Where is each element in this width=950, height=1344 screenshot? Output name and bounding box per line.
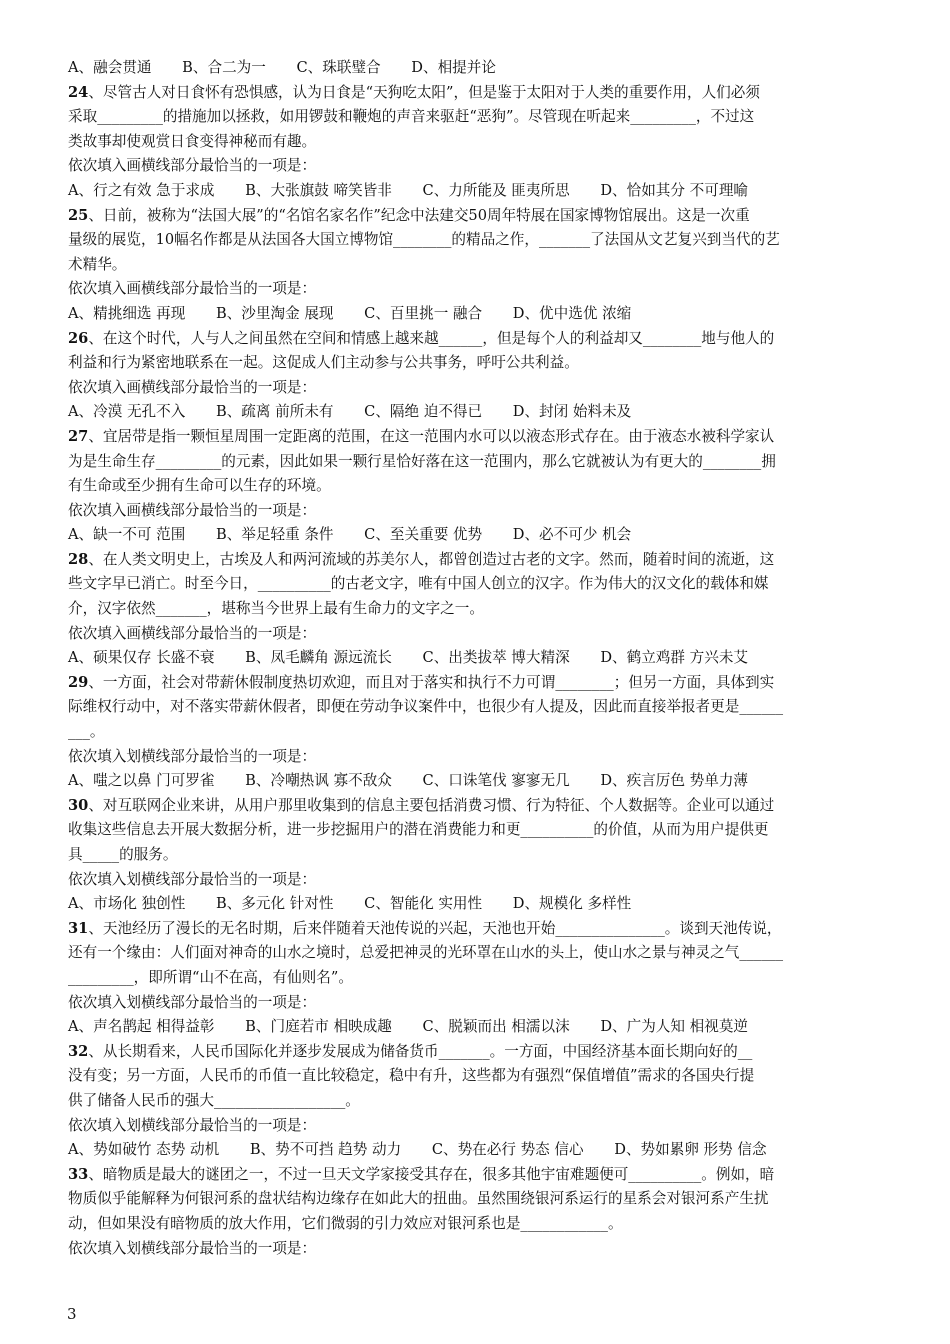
option-d: D、广为人知 相视莫逆 [600,1018,749,1036]
option-d: D、鹤立鸡群 方兴未艾 [600,649,749,667]
question-line: 32、从长期看来，人民币国际化并逐步发展成为储备货币_______。一方面，中国经济基本面长期向好的__ [68,1042,753,1060]
question-line: 没有变；另一方面，人民币的币值一直比较稳定，稳中有升，这些都为有强烈“保值增值”需求的各国央行提 [68,1067,755,1085]
question-options [68,523,886,548]
question-line: 具_____的服务。 [68,846,178,863]
option-b: B、多元化 针对性 [215,895,334,913]
question-number: 25 [68,206,89,224]
question-instruction: 依次填入画横线部分最恰当的一项是： [68,624,317,642]
question-line: 有生命或至少拥有生命可以生存的环境。 [68,477,331,495]
option-a: A、冷漠 无孔不入 [68,403,186,421]
option-a: A、精挑细选 再现 [68,304,186,322]
option-c: C、珠联璧合 [296,59,381,76]
option-a: A、融会贯通 [68,59,152,76]
question-line: 些文字早已消亡。时至今日，__________的古老文字，唯有中国人创立的汉字。作为伟大的汉文化的载体和媒 [68,575,769,593]
question-line: 物质似乎能解释为何银河系的盘状结构边缘存在如此大的扭曲。虽然围绕银河系运行的星系会对银河系产生扰 [68,1190,769,1208]
option-b: B、凤毛麟角 源远流长 [245,649,392,667]
option-a: A、市场化 独创性 [68,895,186,913]
question-options [68,1015,886,1040]
question-instruction: 依次填入划横线部分最恰当的一项是： [68,747,317,765]
option-b: B、冷嘲热讽 寡不敌众 [245,772,392,790]
option-c: C、势在必行 势态 信心 [431,1141,584,1159]
option-c: C、智能化 实用性 [364,895,483,913]
question-number: 26 [68,329,89,347]
option-a: A、势如破竹 态势 动机 [68,1141,220,1159]
option-c: C、至关重要 优势 [364,526,483,544]
question-line: 利益和行为紧密地联系在一起。这促成人们主动参与公共事务，呼吁公共利益。 [68,354,579,372]
question-27 [68,425,886,548]
question-26 [68,327,886,425]
option-d: D、疾言厉色 势单力薄 [600,772,749,790]
option-a: A、声名鹊起 相得益彰 [68,1018,215,1036]
option-a: A、缺一不可 范围 [68,526,186,544]
option-c: C、口诛笔伐 寥寥无几 [422,772,570,790]
question-line: 26、在这个时代，人与人之间虽然在空间和情感上越来越______，但是每个人的利益却又________地与他人的 [68,329,775,347]
question-number: 30 [68,796,89,814]
question-line: 收集这些信息去开展大数据分析，进一步挖掘用户的潜在消费能力和更__________的价值，从而为用户提供更 [68,821,769,839]
question-line: 29、一方面，社会对带薪休假制度热切欢迎，而且对于落实和执行不力可谓________；但另一方面，具体到实 [68,673,775,691]
question-number: 31 [68,919,89,937]
question-line: 介，汉字依然_______，堪称当今世界上最有生命力的文字之一。 [68,600,484,618]
question-29 [68,671,886,794]
question-number: 29 [68,673,89,691]
question-line: 动，但如果没有暗物质的放大作用，它们微弱的引力效应对银河系也是____________。 [68,1214,623,1232]
question-28 [68,548,886,671]
question-25 [68,204,886,327]
option-d: D、封闭 始料未及 [512,403,632,421]
question-31 [68,917,886,1040]
question-24 [68,81,886,204]
question-instruction: 依次填入划横线部分最恰当的一项是： [68,993,317,1011]
option-d: D、势如累卵 形势 信念 [614,1141,767,1159]
question-options [68,769,886,794]
question-options [68,302,886,327]
option-c: C、出类拔萃 博大精深 [422,649,570,667]
option-b: B、沙里淘金 展现 [215,304,334,322]
option-c: C、力所能及 匪夷所思 [422,181,570,199]
option-b: B、门庭若市 相映成趣 [245,1018,392,1036]
question-instruction: 依次填入画横线部分最恰当的一项是： [68,378,317,396]
question-number: 24 [68,83,89,101]
question-line: _________，即所谓“山不在高，有仙则名”。 [68,968,353,986]
option-a: A、硕果仅存 长盛不衰 [68,649,215,667]
question-number: 32 [68,1042,89,1060]
question-number: 28 [68,550,89,568]
option-b: B、势不可挡 趋势 动力 [249,1141,402,1159]
question-30 [68,794,886,917]
question-instruction: 依次填入划横线部分最恰当的一项是： [68,1116,317,1134]
question-line: 24、尽管古人对日食怀有恐惧感，认为日食是“天狗吃太阳”，但是鉴于太阳对于人类的重要作用，人们必须 [68,83,760,101]
question-options [68,892,886,917]
option-b: B、大张旗鼓 啼笑皆非 [245,181,392,199]
question-line: 27、宜居带是指一颗恒星周围一定距离的范围，在这一范围内水可以以液态形式存在。由于液态水被科学家认 [68,427,775,445]
option-c: C、百里挑一 融合 [364,304,483,322]
question-options [68,400,886,425]
question-instruction: 依次填入划横线部分最恰当的一项是： [68,1239,317,1257]
question-32 [68,1040,886,1163]
question-line: 为是生命生存_________的元素，因此如果一颗行星恰好落在这一范围内，那么它就被认为有更大的________拥 [68,452,776,470]
question-line: 还有一个缘由：人们面对神奇的山水之境时，总爱把神灵的光环罩在山水的头上，使山水之景与神灵之气______ [68,944,784,962]
question-line: 量级的展览，10幅名作都是从法国各大国立博物馆________的精品之作，_______了法国从文艺复兴到当代的艺 [68,231,780,249]
option-d: D、必不可少 机会 [512,526,632,544]
option-d: D、相提并论 [411,59,496,76]
question-instruction: 依次填入画横线部分最恰当的一项是： [68,157,317,175]
option-c: C、隔绝 迫不得已 [364,403,483,421]
question-line: 28、在人类文明史上，古埃及人和两河流域的苏美尔人，都曾创造过古老的文字。然而，随着时间的流逝，这 [68,550,775,568]
question-line: 类故事却使观赏日食变得神秘而有趣。 [68,132,317,150]
option-a: A、嗤之以鼻 门可罗雀 [68,772,215,790]
question-line: 供了储备人民币的强大__________________。 [68,1091,360,1109]
option-d: D、恰如其分 不可理喻 [600,181,749,199]
option-b: B、举足轻重 条件 [215,526,334,544]
question-number: 33 [68,1165,89,1183]
question-number: 27 [68,427,89,445]
page-number: 3 [67,1305,77,1323]
option-b: B、合二为一 [182,59,266,76]
option-a: A、行之有效 急于求成 [68,181,215,199]
question-line: 33、暗物质是最大的谜团之一，不过一旦天文学家接受其存在，很多其他宇宙难题便可__________。例如，暗 [68,1165,775,1183]
question-options [68,179,886,204]
question-line: 术精华。 [68,255,127,273]
question-line: 25、日前，被称为“法国大展”的“名馆名家名作”纪念中法建交50周年特展在国家博物馆展出。这是一次重 [68,206,750,224]
option-d: D、规模化 多样性 [512,895,632,913]
option-c: C、脱颖而出 相濡以沫 [422,1018,570,1036]
question-33 [68,1163,886,1261]
question-instruction: 依次填入画横线部分最恰当的一项是： [68,280,317,298]
question-instruction: 依次填入划横线部分最恰当的一项是： [68,870,317,888]
question-line: 际维权行动中，对不落实带薪休假者，即便在劳动争议案件中，也很少有人提及，因此而直接举报者更是______ [68,698,784,716]
prev-question-options [68,56,886,81]
document-page [68,56,886,1261]
option-b: B、疏离 前所未有 [215,403,334,421]
question-line: ___。 [68,723,105,741]
question-line: 30、对互联网企业来讲，从用户那里收集到的信息主要包括消费习惯、行为特征、个人数据等。企业可以通过 [68,796,775,814]
question-line: 31、天池经历了漫长的无名时期，后来伴随着天池传说的兴起，天池也开始_______________。谈到天池传说， [68,919,782,937]
question-instruction: 依次填入画横线部分最恰当的一项是： [68,501,317,519]
question-options [68,1138,886,1163]
question-options [68,646,886,671]
option-d: D、优中选优 浓缩 [512,304,632,322]
question-line: 采取_________的措施加以拯救，如用锣鼓和鞭炮的声音来驱赶“恶狗”。尽管现在听起来_________，不过这 [68,108,755,126]
